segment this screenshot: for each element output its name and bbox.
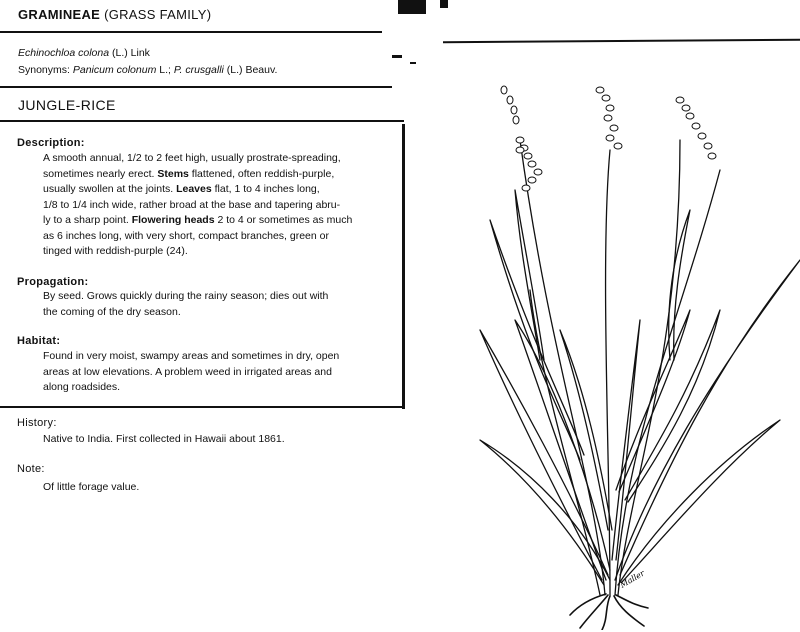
spikelet [692,123,700,129]
synonym-2: P. crusgalli [173,64,224,76]
spikelet [507,96,513,104]
taxonomy-rule [0,86,392,88]
leaf [618,420,780,585]
spikelet [602,95,610,101]
description-line: 1/8 to 1/4 inch wide, rather broad at the base and tapering abru- [43,198,341,211]
description-line: tinged with reddish-purple (24). [43,245,188,257]
family-name: GRAMINEAE [18,7,101,22]
spikelet [516,147,524,153]
spikelet [524,153,532,159]
synonym-1: Panicum colonum [72,64,157,76]
root [614,596,644,626]
spikelet [704,143,712,149]
description-line: A smooth annual, 1/2 to 2 feet high, usually prostrate-spreading, [43,152,341,164]
note-line: Of little forage value. [43,481,140,493]
leaf [616,310,690,492]
spikelet [501,86,507,94]
spikelet [534,169,542,175]
description-heading: Description: [17,137,85,149]
spikelet [513,116,519,124]
flowering-heads-term: Flowering heads [131,214,215,226]
scientific-authority: (L.) Link [112,47,150,59]
scientific-name: Echinochloa colona [18,47,110,59]
synonyms-line [18,64,277,76]
habitat-line: areas at low elevations. A problem weed in irrigated areas and [43,365,332,378]
synonyms-label: Synonyms: [18,64,70,76]
habitat-line: Found in very moist, swampy areas and sometimes in dry, open [43,350,340,362]
habitat-line: along roadsides. [43,381,121,393]
scan-artifact [398,0,426,14]
leaves-term: Leaves [176,183,212,195]
common-name: JUNGLE-RICE [18,97,116,113]
family-heading [18,7,211,22]
spikelet [528,161,536,167]
family-common-name: (GRASS FAMILY) [104,7,212,22]
spikelet [606,135,614,141]
illustrator-signature: Maller [618,568,647,590]
description-line: sometimes nearly erect. Stems flattened, often reddish-purple, [43,167,335,180]
leaf [612,320,640,560]
spikelet [511,106,517,114]
spikelet [522,185,530,191]
history-body [43,432,285,448]
common-name-rule [0,120,404,122]
spikelet [606,105,614,111]
description-body [43,151,352,260]
history-line: Native to India. First collected in Hawaii about 1861. [43,433,285,445]
habitat-body [43,349,339,396]
description-box-right-border [402,124,405,409]
note-body [43,480,139,496]
scientific-name-line [18,47,150,59]
spikelet [676,97,684,103]
spikelet [686,113,694,119]
spikelet [698,133,706,139]
habitat-heading: Habitat: [17,335,61,347]
propagation-heading: Propagation: [17,276,89,288]
spikelet [682,105,690,111]
spikelet [604,115,612,121]
note-heading: Note: [17,463,45,475]
stems-term: Stems [157,167,189,180]
leaf [480,440,610,585]
leaf [515,190,544,360]
spikelet [528,177,536,183]
description-box-bottom-border [0,406,405,408]
spikelet [596,87,604,93]
synonym-1-authority: L.; [159,64,171,76]
leaf [669,210,690,360]
plant-illustration [420,60,800,630]
leaf [515,320,610,580]
spikelet [516,137,524,143]
synonym-2-authority: (L.) Beauv. [226,64,278,76]
spikelet [614,143,622,149]
description-line: usually swollen at the joints. Leaves flat, 1 to 4 inches long, [43,183,320,195]
propagation-body [43,289,328,320]
header-rule [0,31,382,33]
propagation-line: the coming of the dry season. [43,305,181,318]
spikelet [708,153,716,159]
description-line: ly to a sharp point. Flowering heads 2 to 4 or sometimes as much [43,214,353,226]
scan-artifact [410,62,416,64]
scan-artifact [392,55,402,58]
spikelet [610,125,618,131]
scan-artifact [440,0,448,8]
propagation-line: By seed. Grows quickly during the rainy season; dies out with [43,290,329,302]
description-line: as 6 inches long, with very short, compact branches, green or [43,229,329,242]
history-heading: History: [17,417,57,429]
stem [520,140,605,595]
header-rule-right [443,39,800,43]
